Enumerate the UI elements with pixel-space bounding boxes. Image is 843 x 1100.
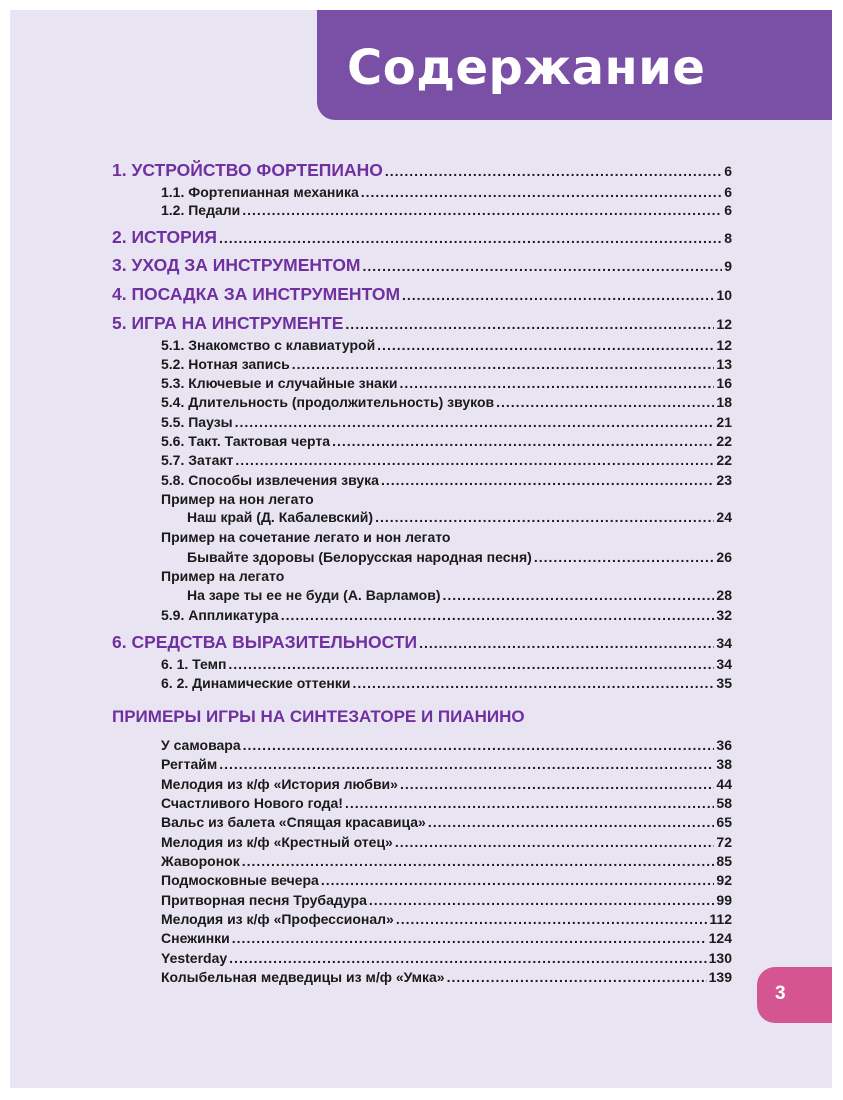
example-page-number: 92 [716,872,732,888]
subsection-row [161,656,732,672]
dot-leader [235,414,715,430]
chapter-row [112,160,732,181]
chapter-page-number: 9 [724,258,732,274]
subsection-label: На заре ты ее не буди (А. Варламов) [187,587,441,603]
example-row [161,853,732,869]
subsection-label: 1.1. Фортепианная механика [161,184,359,200]
subsection-page-number: 13 [716,356,732,372]
example-label: Подмосковные вечера [161,872,319,888]
example-row [161,872,732,888]
example-page-number: 139 [708,969,732,985]
example-label: Снежинки [161,930,230,946]
subsection-label: 6. 2. Динамические оттенки [161,675,351,691]
dot-leader [345,316,714,332]
subsection-page-number: 24 [716,509,732,525]
example-label: Мелодия из к/ф «Профессионал» [161,911,394,927]
subsection-page-number: 28 [716,587,732,603]
dot-leader [375,509,714,525]
dot-leader [395,834,715,850]
chapter-row [112,227,732,248]
dot-leader [442,587,714,603]
example-row [161,814,732,830]
example-page-number: 58 [716,795,732,811]
dot-leader [243,737,715,753]
subsection-label: 6. 1. Темп [161,656,227,672]
example-row [161,892,732,908]
example-row [161,834,732,850]
example-row [161,795,732,811]
subsection-row [187,587,732,603]
subsection-page-number: 22 [716,433,732,449]
example-label: Мелодия из к/ф «История любви» [161,776,398,792]
chapter-page-number: 12 [716,316,732,332]
example-note-row [161,568,284,584]
chapter-label: 4. ПОСАДКА ЗА ИНСТРУМЕНТОМ [112,284,401,304]
subsection-row [161,375,732,391]
subsection-label: 5.1. Знакомство с клавиатурой [161,337,376,353]
subsection-row [161,414,732,430]
subsection-page-number: 34 [716,656,732,672]
chapter-label: 6. СРЕДСТВА ВЫРАЗИТЕЛЬНОСТИ [112,632,418,652]
subsection-row [161,202,732,218]
example-row [161,756,732,772]
dot-leader [292,356,715,372]
subsection-label: 5.6. Такт. Тактовая черта [161,433,331,449]
subsection-page-number: 12 [716,337,732,353]
example-page-number: 65 [716,814,732,830]
dot-leader [242,853,715,869]
subsection-row [161,452,732,468]
example-label: У самовара [161,737,241,753]
chapter-label: 3. УХОД ЗА ИНСТРУМЕНТОМ [112,255,361,275]
subsection-label: 5.2. Нотная запись [161,356,290,372]
dot-leader [219,230,722,246]
subsection-page-number: 35 [716,675,732,691]
subsection-row [161,337,732,353]
dot-leader [369,892,715,908]
dot-leader [242,202,722,218]
subsection-label: 5.9. Аппликатура [161,607,279,623]
example-page-number: 44 [716,776,732,792]
example-note-label: Пример на сочетание легато и нон легато [161,529,451,545]
example-page-number: 85 [716,853,732,869]
example-row [161,911,732,927]
page-number: 3 [775,983,786,1004]
dot-leader [363,258,723,274]
dot-leader [496,394,714,410]
chapter-label: 2. ИСТОРИЯ [112,227,217,247]
subsection-label: 5.3. Ключевые и случайные знаки [161,375,398,391]
subsection-label: 5.7. Затакт [161,452,234,468]
examples-heading: ПРИМЕРЫ ИГРЫ НА СИНТЕЗАТОРЕ И ПИАНИНО [112,707,525,726]
dot-leader [377,337,714,353]
example-label: Мелодия из к/ф «Крестный отец» [161,834,393,850]
dot-leader [353,675,715,691]
example-page-number: 38 [716,756,732,772]
chapter-page-number: 10 [716,287,732,303]
subsection-page-number: 6 [724,184,732,200]
chapter-label: 5. ИГРА НА ИНСТРУМЕНТЕ [112,313,344,333]
subsection-row [161,184,732,200]
subsection-row [187,549,732,565]
dot-leader [428,814,715,830]
example-label: Колыбельная медведицы из м/ф «Умка» [161,969,445,985]
chapter-page-number: 6 [724,163,732,179]
dot-leader [228,656,714,672]
dot-leader [229,950,706,966]
example-note-label: Пример на нон легато [161,491,314,507]
dot-leader [534,549,715,565]
dot-leader [419,635,714,651]
subsection-label: 5.5. Паузы [161,414,233,430]
dot-leader [400,776,714,792]
table-of-contents [10,10,832,1088]
chapter-row [112,255,732,276]
dot-leader [281,607,715,623]
example-page-number: 36 [716,737,732,753]
example-page-number: 72 [716,834,732,850]
subsection-row [161,356,732,372]
subsection-page-number: 22 [716,452,732,468]
example-row [161,969,732,985]
subsection-page-number: 6 [724,202,732,218]
subsection-page-number: 21 [716,414,732,430]
example-label: Счастливого Нового года! [161,795,343,811]
example-label: Жаворонок [161,853,240,869]
example-page-number: 124 [708,930,732,946]
subsection-label: 5.4. Длительность (продолжительность) звуков [161,394,495,410]
example-page-number: 130 [708,950,732,966]
chapter-row [112,284,732,305]
dot-leader [235,452,714,468]
subsection-page-number: 23 [716,472,732,488]
chapter-label: 1. УСТРОЙСТВО ФОРТЕПИАНО [112,160,383,180]
dot-leader [447,969,707,985]
dot-leader [232,930,707,946]
example-note-row [161,529,450,545]
subsection-row [187,509,732,525]
example-row [161,737,732,753]
dot-leader [396,911,708,927]
subsection-row [161,607,732,623]
example-note-row [161,491,314,507]
dot-leader [361,184,722,200]
example-row [161,950,732,966]
dot-leader [345,795,714,811]
subsection-label: 5.8. Способы извлечения звука [161,472,379,488]
subsection-page-number: 32 [716,607,732,623]
example-row [161,776,732,792]
book-page [10,10,832,1088]
subsection-row [161,394,732,410]
chapter-page-number: 8 [724,230,732,246]
example-page-number: 99 [716,892,732,908]
subsection-label: Наш край (Д. Кабалевский) [187,509,374,525]
subsection-row [161,433,732,449]
chapter-page-number: 34 [716,635,732,651]
example-label: Регтайм [161,756,218,772]
dot-leader [321,872,715,888]
subsection-page-number: 16 [716,375,732,391]
dot-leader [385,163,722,179]
subsection-row [161,675,732,691]
page-number-tab [757,967,832,1023]
example-note-label: Пример на легато [161,568,285,584]
dot-leader [402,287,714,303]
page-title: Содержание [347,40,706,96]
example-label: Притворная песня Трубадура [161,892,367,908]
subsection-page-number: 18 [716,394,732,410]
dot-leader [381,472,714,488]
subsection-label: 1.2. Педали [161,202,241,218]
example-label: Yesterday [161,950,228,966]
subsection-page-number: 26 [716,549,732,565]
dot-leader [219,756,714,772]
chapter-row [112,632,732,653]
example-label: Вальс из балета «Спящая красавица» [161,814,426,830]
example-row [161,930,732,946]
subsection-row [161,472,732,488]
example-page-number: 112 [709,911,732,927]
dot-leader [399,375,714,391]
chapter-row [112,313,732,334]
dot-leader [332,433,714,449]
subsection-label: Бывайте здоровы (Белорусская народная песня) [187,549,532,565]
